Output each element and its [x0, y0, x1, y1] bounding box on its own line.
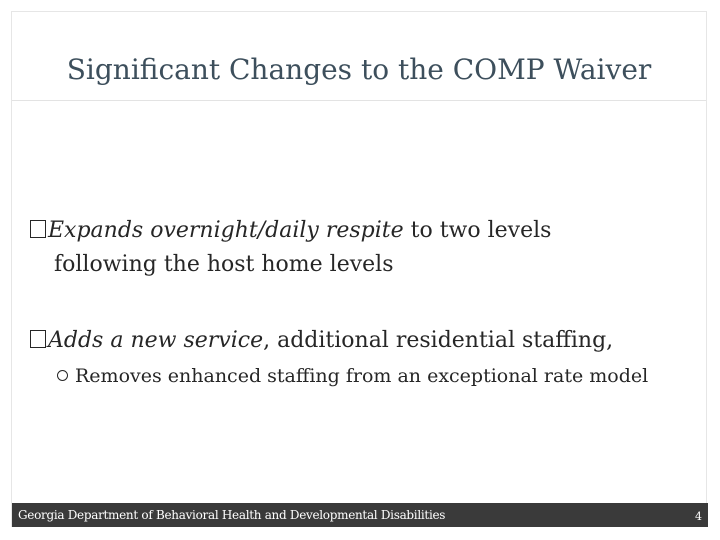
bullet-box-icon [30, 220, 46, 238]
sub-bullet-text: Removes enhanced staffing from an exceptional rate model [75, 365, 649, 387]
bullet-text: , additional residential staffing, [263, 328, 614, 353]
bullet-emphasis: Adds a new service [48, 328, 264, 353]
sub-bullet-removes-staffing [30, 362, 690, 390]
slide-body [30, 214, 690, 390]
slide-title: Significant Changes to the COMP Waiver [66, 53, 652, 86]
title-area [12, 12, 706, 101]
bullet-text: to two levels [403, 218, 552, 243]
page-number: 4 [695, 510, 702, 523]
bullet-emphasis: Expands overnight/daily respite [48, 218, 404, 243]
hollow-circle-bullet-icon [57, 370, 68, 381]
bullet-adds-service [30, 324, 690, 358]
footer-bar [12, 503, 708, 527]
footer-organization: Georgia Department of Behavioral Health and Developmental Disabilities [18, 508, 446, 522]
bullet-expands-respite [30, 214, 690, 282]
bullet-text-continuation: following the host home levels [54, 252, 394, 277]
bullet-box-icon [30, 330, 46, 348]
